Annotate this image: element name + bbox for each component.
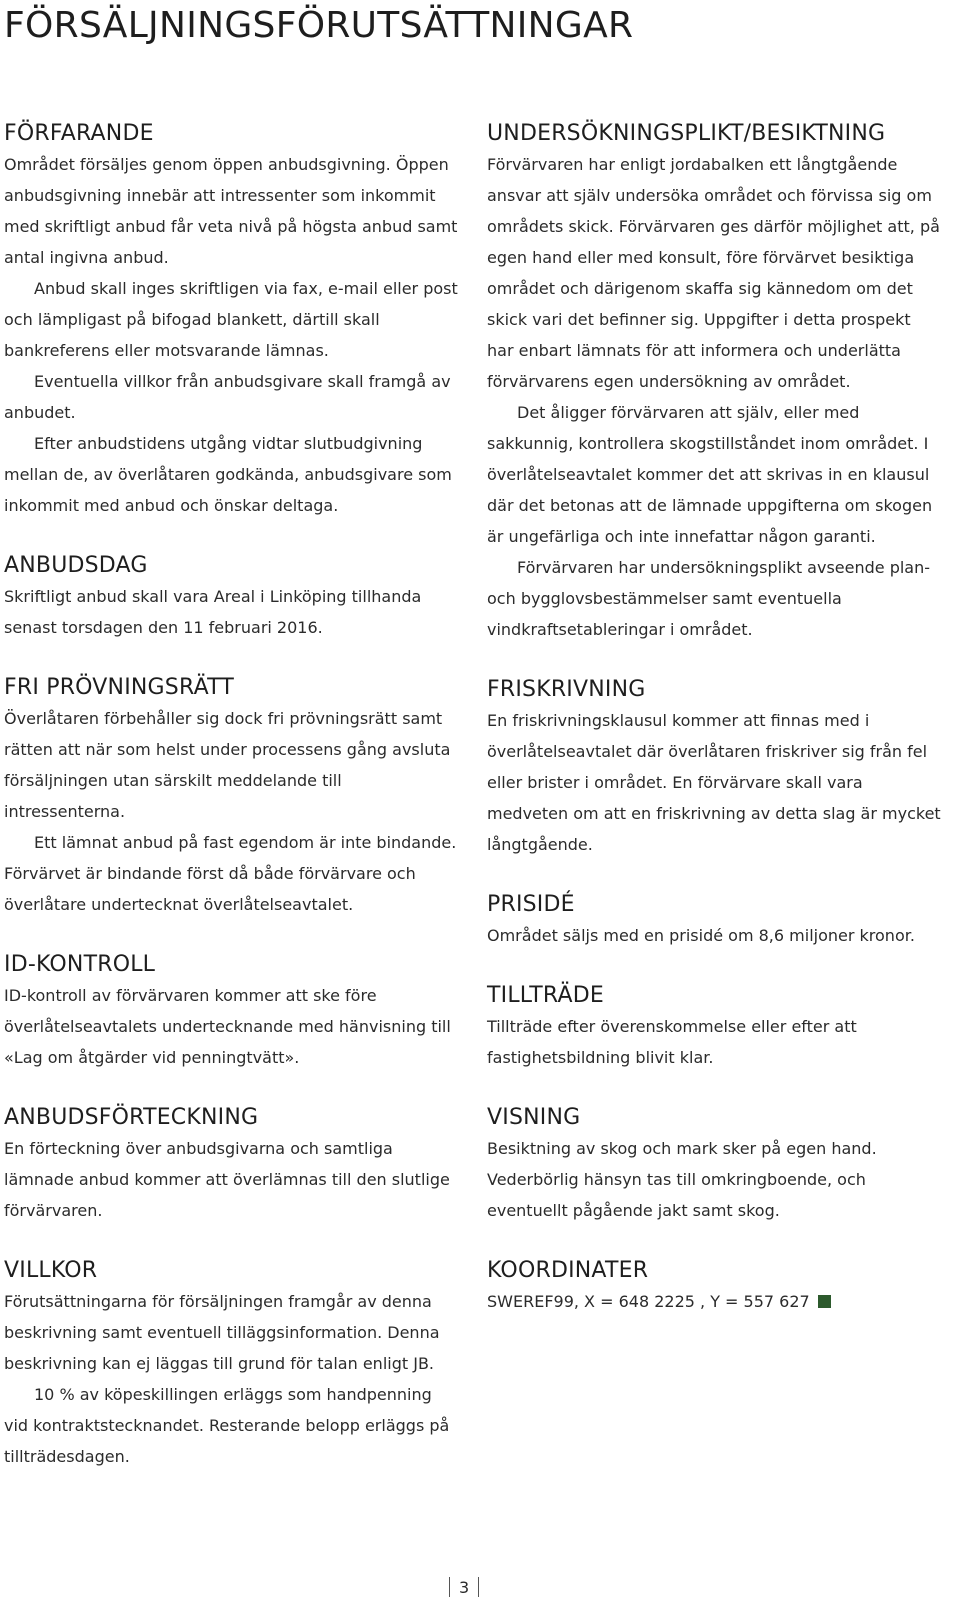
section-tilltrade (487, 980, 942, 1073)
section-anbudsforteckning (4, 1102, 459, 1226)
page-title: FÖRSÄLJNINGSFÖRUTSÄTTNINGAR (4, 5, 634, 46)
section-undersokningsplikt (487, 118, 942, 645)
right-column (487, 118, 942, 1346)
section-anbudsdag (4, 550, 459, 643)
section-heading: UNDERSÖKNINGSPLIKT/BESIKTNING (487, 121, 886, 146)
section-luiside (487, 889, 942, 951)
section-heading: KOORDINATER (487, 1258, 649, 1283)
left-column (4, 118, 459, 1501)
section-paragraph: Eventuella villkor från anbudsgivare skall framgå av anbudet. (4, 372, 451, 422)
section-heading: FÖRFARANDE (4, 121, 154, 146)
section-paragraph: Förvärvaren har undersökningsplikt avseende plan- och bygglovsbestämmelser samt eventuella vindkraftsetableringar i området. (487, 558, 931, 639)
section-friskrivning (487, 674, 942, 860)
section-paragraph: Efter anbudstidens utgång vidtar slutbudgivning mellan de, av överlåtaren godkända, anbudsgivare som inkommit med anbud och önskar deltaga. (4, 434, 452, 515)
section-heading: VILLKOR (4, 1258, 98, 1283)
section-heading: VISNING (487, 1105, 581, 1130)
section-id-kontroll (4, 949, 459, 1073)
section-heading: TILLTRÄDE (487, 983, 604, 1008)
section-paragraph: Området säljs med en prisidé om 8,6 miljoner kronor. (487, 926, 915, 945)
page-number (440, 1577, 488, 1599)
section-koordinater (487, 1255, 942, 1317)
section-paragraph: Anbud skall inges skriftligen via fax, e-mail eller post och lämpligast på bifogad blankett, därtill skall bankreferens eller motsvarande lämnas. (4, 279, 458, 360)
section-visning (487, 1102, 942, 1226)
end-mark-square-icon (818, 1295, 831, 1308)
section-fri-provningsratt (4, 672, 459, 920)
section-heading: FRI PRÖVNINGSRÄTT (4, 675, 234, 700)
section-paragraph: ID-kontroll av förvärvaren kommer att ske före överlåtelseavtalets undertecknande med hänvisning till «Lag om åtgärder vid penningtvätt». (4, 986, 451, 1067)
page-number-text: 3 (459, 1578, 470, 1597)
coordinates-line (487, 1286, 942, 1317)
section-paragraph: Förutsättningarna för försäljningen framgår av denna beskrivning samt eventuell tilläggsinformation. Denna beskrivning kan ej läggas till grund för talan enligt JB. (4, 1292, 440, 1373)
section-paragraph: Ett lämnat anbud på fast egendom är inte bindande. Förvärvet är bindande först då både förvärvare och överlåtare undertecknat överlåtelseavtalet. (4, 833, 457, 914)
section-paragraph: En friskrivningsklausul kommer att finnas med i överlåtelseavtalet där överlåtaren friskriver sig från fel eller brister i området. En förvärvare skall vara medveten om att en friskrivning av detta slag är mycket långtgående. (487, 711, 941, 854)
divider (478, 1577, 479, 1597)
section-forfarande (4, 118, 459, 521)
section-paragraph: Förvärvaren har enligt jordabalken ett långtgående ansvar att själv undersöka området och förvissa sig om områdets skick. Förvärvaren ges därför möjlighet att, på egen hand eller med konsult, före förvärvet besiktiga området och därigenom skaffa sig kännedom om det skick vari det befinner sig. Uppgifter i detta prospekt har enbart lämnats för att informera och underlätta förvärvarens egen undersökning av området. (487, 155, 940, 391)
coordinates-text: SWEREF99, X = 648 2225 , Y = 557 627 (487, 1292, 810, 1311)
section-paragraph: En förteckning över anbudsgivarna och samtliga lämnade anbud kommer att överlämnas till den slutlige förvärvaren. (4, 1139, 450, 1220)
divider (449, 1577, 450, 1597)
section-paragraph: Området försäljes genom öppen anbudsgivning. Öppen anbudsgivning innebär att intressenter som inkommit med skriftligt anbud får veta nivå på högsta anbud samt antal ingivna anbud. (4, 155, 458, 267)
section-heading: FRISKRIVNING (487, 677, 646, 702)
section-paragraph: Tillträde efter överenskommelse eller efter att fastighetsbildning blivit klar. (487, 1017, 857, 1067)
section-heading: ID-KONTROLL (4, 952, 156, 977)
section-heading: ANBUDSFÖRTECKNING (4, 1105, 259, 1130)
section-paragraph: Besiktning av skog och mark sker på egen hand. Vederbörlig hänsyn tas till omkringboende, och eventuellt pågående jakt samt skog. (487, 1139, 877, 1220)
section-paragraph: Överlåtaren förbehåller sig dock fri prövningsrätt samt rätten att när som helst under processens gång avsluta försäljningen utan särskilt meddelande till intressenterna. (4, 709, 451, 821)
section-heading: ANBUDSDAG (4, 553, 148, 578)
section-heading: PRISIDÉ (487, 892, 575, 917)
section-paragraph: Det åligger förvärvaren att själv, eller med sakkunnig, kontrollera skogstillståndet inom området. I överlåtelseavtalet kommer det att skrivas in en klausul där det betonas att de lämnade uppgifterna om skogen är ungefärliga och inte innefattar någon garanti. (487, 403, 933, 546)
section-paragraph: 10 % av köpeskillingen erläggs som handpenning vid kontraktstecknandet. Resterande belopp erläggs på tillträdesdagen. (4, 1385, 450, 1466)
section-paragraph: Skriftligt anbud skall vara Areal i Linköping tillhanda senast torsdagen den 11 februari 2016. (4, 587, 422, 637)
section-villkor (4, 1255, 459, 1472)
